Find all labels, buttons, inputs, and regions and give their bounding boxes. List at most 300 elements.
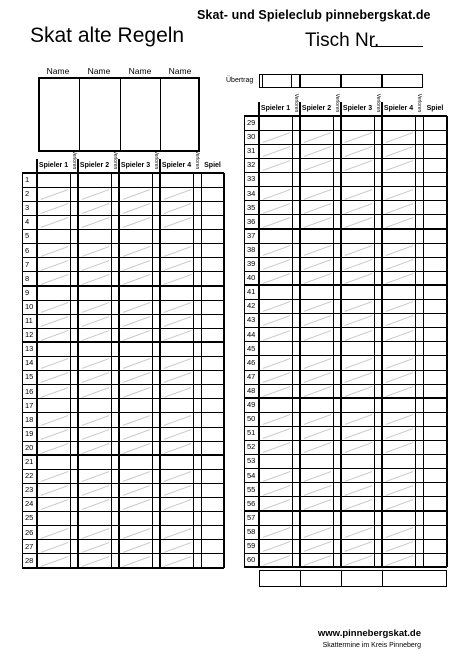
score-cell[interactable] [120, 216, 151, 228]
score-cell[interactable] [79, 259, 110, 271]
score-cell[interactable] [120, 555, 151, 567]
score-cell[interactable] [260, 427, 291, 439]
score-cell[interactable] [38, 329, 69, 341]
score-cell[interactable] [383, 216, 414, 228]
score-cell[interactable] [79, 428, 110, 440]
row-number: 2 [25, 189, 30, 199]
cell-diagonal [263, 203, 291, 214]
score-cell[interactable] [120, 400, 151, 412]
score-cell[interactable] [38, 470, 69, 482]
score-cell[interactable] [342, 399, 373, 411]
name-divider [160, 79, 161, 150]
score-cell[interactable] [120, 470, 151, 482]
score-cell[interactable] [383, 272, 414, 284]
score-cell[interactable] [38, 456, 69, 468]
score-cell[interactable] [120, 484, 151, 496]
score-cell[interactable] [301, 188, 332, 200]
cell-diagonal [304, 555, 332, 566]
score-cell[interactable] [301, 441, 332, 453]
cell-diagonal [304, 527, 332, 538]
score-cell[interactable] [260, 329, 291, 341]
score-cell[interactable] [120, 343, 151, 355]
row-number: 30 [247, 132, 256, 142]
score-cell[interactable] [120, 371, 151, 383]
total-cell[interactable] [342, 571, 381, 585]
score-cell[interactable] [79, 386, 110, 398]
score-cell[interactable] [38, 386, 69, 398]
score-cell[interactable] [79, 329, 110, 341]
score-cell[interactable] [260, 258, 291, 270]
score-cell[interactable] [120, 541, 151, 553]
score-cell[interactable] [301, 484, 332, 496]
score-cell[interactable] [342, 512, 373, 524]
score-cell[interactable] [161, 386, 192, 398]
row-number: 31 [247, 146, 256, 156]
score-cell[interactable] [383, 173, 414, 185]
score-cell[interactable] [79, 188, 110, 200]
score-cell[interactable] [120, 498, 151, 510]
score-cell[interactable] [260, 300, 291, 312]
score-cell[interactable] [79, 202, 110, 214]
score-cell[interactable] [342, 131, 373, 143]
score-cell[interactable] [120, 315, 151, 327]
score-cell[interactable] [383, 540, 414, 552]
row-number: 33 [247, 174, 256, 184]
score-cell[interactable] [161, 315, 192, 327]
score-cell[interactable] [260, 216, 291, 228]
score-cell[interactable] [342, 427, 373, 439]
score-cell[interactable] [383, 244, 414, 256]
score-cell[interactable] [260, 131, 291, 143]
score-cell[interactable] [38, 400, 69, 412]
score-cell[interactable] [161, 414, 192, 426]
score-cell[interactable] [260, 385, 291, 397]
score-cell[interactable] [260, 484, 291, 496]
score-cell[interactable] [79, 301, 110, 313]
score-cell[interactable] [383, 470, 414, 482]
carryover-cell[interactable] [341, 74, 382, 88]
score-cell[interactable] [342, 145, 373, 157]
cell-diagonal [345, 245, 373, 256]
score-cell[interactable] [383, 484, 414, 496]
cell-diagonal [304, 217, 332, 228]
cell-diagonal [263, 471, 291, 482]
score-cell[interactable] [342, 357, 373, 369]
score-cell[interactable] [260, 343, 291, 355]
score-cell[interactable] [38, 202, 69, 214]
score-cell[interactable] [79, 315, 110, 327]
score-cell[interactable] [260, 526, 291, 538]
cell-diagonal [345, 442, 373, 453]
score-cell[interactable] [79, 498, 110, 510]
score-cell[interactable] [79, 414, 110, 426]
score-cell[interactable] [301, 371, 332, 383]
row-number: 10 [25, 301, 34, 311]
score-cell[interactable] [38, 259, 69, 271]
lost-column-header: Verloren [112, 150, 118, 170]
player-column-header: Spieler 3 [342, 105, 373, 112]
score-cell[interactable] [38, 512, 69, 524]
score-cell[interactable] [301, 329, 332, 341]
score-cell[interactable] [38, 555, 69, 567]
score-cell[interactable] [120, 259, 151, 271]
cell-diagonal [41, 485, 69, 496]
score-cell[interactable] [260, 413, 291, 425]
score-cell[interactable] [301, 470, 332, 482]
score-cell[interactable] [301, 540, 332, 552]
score-cell[interactable] [161, 245, 192, 257]
score-cell[interactable] [260, 554, 291, 566]
cell-diagonal [41, 415, 69, 426]
score-cell[interactable] [38, 527, 69, 539]
score-cell[interactable] [260, 512, 291, 524]
score-cell[interactable] [342, 216, 373, 228]
score-cell[interactable] [383, 202, 414, 214]
score-cell[interactable] [79, 174, 110, 186]
score-cell[interactable] [342, 385, 373, 397]
score-cell[interactable] [342, 286, 373, 298]
cell-diagonal [164, 260, 192, 271]
score-cell[interactable] [383, 399, 414, 411]
score-cell[interactable] [342, 117, 373, 129]
score-cell[interactable] [38, 414, 69, 426]
score-cell[interactable] [79, 287, 110, 299]
score-cell[interactable] [120, 456, 151, 468]
score-cell[interactable] [38, 188, 69, 200]
score-cell[interactable] [161, 456, 192, 468]
score-cell[interactable] [161, 230, 192, 242]
cell-diagonal [41, 260, 69, 271]
carryover-cell[interactable] [262, 74, 292, 88]
score-cell[interactable] [79, 541, 110, 553]
score-cell[interactable] [79, 357, 110, 369]
score-cell[interactable] [260, 117, 291, 129]
cell-diagonal [263, 316, 291, 327]
score-cell[interactable] [38, 428, 69, 440]
row-number: 36 [247, 216, 256, 226]
score-cell[interactable] [383, 145, 414, 157]
score-cell[interactable] [342, 498, 373, 510]
score-cell[interactable] [342, 343, 373, 355]
score-cell[interactable] [120, 527, 151, 539]
score-cell[interactable] [120, 202, 151, 214]
score-cell[interactable] [79, 470, 110, 482]
score-cell[interactable] [301, 300, 332, 312]
score-cell[interactable] [260, 202, 291, 214]
score-cell[interactable] [38, 442, 69, 454]
score-cell[interactable] [120, 245, 151, 257]
score-cell[interactable] [120, 357, 151, 369]
score-cell[interactable] [38, 541, 69, 553]
score-cell[interactable] [79, 456, 110, 468]
total-cell[interactable] [301, 571, 340, 585]
score-cell[interactable] [342, 441, 373, 453]
score-cell[interactable] [301, 173, 332, 185]
cell-diagonal [345, 471, 373, 482]
score-cell[interactable] [260, 272, 291, 284]
cell-diagonal [41, 429, 69, 440]
score-cell[interactable] [260, 173, 291, 185]
footer-url[interactable]: www.pinnebergskat.de [317, 628, 421, 639]
score-cell[interactable] [383, 526, 414, 538]
score-cell[interactable] [260, 244, 291, 256]
score-cell[interactable] [161, 428, 192, 440]
row-number: 3 [25, 203, 30, 213]
score-cell[interactable] [260, 498, 291, 510]
cell-diagonal [82, 387, 110, 398]
score-cell[interactable] [383, 385, 414, 397]
score-cell[interactable] [120, 428, 151, 440]
score-cell[interactable] [301, 554, 332, 566]
score-cell[interactable] [342, 484, 373, 496]
score-cell[interactable] [120, 414, 151, 426]
score-cell[interactable] [120, 188, 151, 200]
score-cell[interactable] [342, 526, 373, 538]
score-cell[interactable] [79, 343, 110, 355]
score-cell[interactable] [38, 315, 69, 327]
score-cell[interactable] [260, 399, 291, 411]
score-cell[interactable] [301, 145, 332, 157]
score-cell[interactable] [120, 301, 151, 313]
score-cell[interactable] [161, 216, 192, 228]
score-cell[interactable] [342, 455, 373, 467]
score-cell[interactable] [161, 188, 192, 200]
score-cell[interactable] [260, 455, 291, 467]
score-cell[interactable] [38, 498, 69, 510]
cell-diagonal [123, 330, 151, 341]
score-cell[interactable] [161, 371, 192, 383]
score-cell[interactable] [342, 329, 373, 341]
score-cell[interactable] [383, 188, 414, 200]
score-cell[interactable] [260, 441, 291, 453]
score-cell[interactable] [383, 329, 414, 341]
carryover-cell[interactable] [382, 74, 423, 88]
score-cell[interactable] [79, 371, 110, 383]
cell-diagonal [41, 556, 69, 567]
score-cell[interactable] [260, 145, 291, 157]
score-cell[interactable] [342, 188, 373, 200]
score-cell[interactable] [383, 371, 414, 383]
score-cell[interactable] [79, 527, 110, 539]
score-cell[interactable] [301, 427, 332, 439]
cell-diagonal [164, 471, 192, 482]
score-cell[interactable] [38, 273, 69, 285]
score-cell[interactable] [342, 202, 373, 214]
score-cell[interactable] [161, 541, 192, 553]
score-cell[interactable] [38, 301, 69, 313]
score-cell[interactable] [120, 287, 151, 299]
score-cell[interactable] [342, 554, 373, 566]
score-cell[interactable] [383, 357, 414, 369]
score-cell[interactable] [342, 413, 373, 425]
score-cell[interactable] [383, 498, 414, 510]
score-cell[interactable] [301, 258, 332, 270]
cell-diagonal [345, 414, 373, 425]
score-cell[interactable] [79, 245, 110, 257]
score-cell[interactable] [383, 413, 414, 425]
score-cell[interactable] [301, 455, 332, 467]
score-cell[interactable] [79, 555, 110, 567]
table-number-label: Tisch Nr. [305, 30, 380, 51]
score-cell[interactable] [301, 385, 332, 397]
score-cell[interactable] [38, 484, 69, 496]
name-entry-box[interactable] [38, 77, 200, 152]
score-cell[interactable] [38, 174, 69, 186]
score-cell[interactable] [383, 512, 414, 524]
score-cell[interactable] [301, 286, 332, 298]
score-cell[interactable] [301, 343, 332, 355]
score-cell[interactable] [342, 272, 373, 284]
score-cell[interactable] [161, 343, 192, 355]
score-cell[interactable] [301, 399, 332, 411]
score-cell[interactable] [383, 117, 414, 129]
score-cell[interactable] [342, 314, 373, 326]
score-cell[interactable] [301, 216, 332, 228]
score-cell[interactable] [342, 258, 373, 270]
score-cell[interactable] [79, 400, 110, 412]
score-cell[interactable] [301, 202, 332, 214]
score-cell[interactable] [120, 442, 151, 454]
score-cell[interactable] [260, 286, 291, 298]
cell-diagonal [41, 358, 69, 369]
score-cell[interactable] [383, 441, 414, 453]
cell-diagonal [386, 527, 414, 538]
score-cell[interactable] [301, 117, 332, 129]
score-cell[interactable] [260, 314, 291, 326]
score-cell[interactable] [161, 174, 192, 186]
score-cell[interactable] [260, 540, 291, 552]
score-cell[interactable] [38, 343, 69, 355]
cell-diagonal [304, 386, 332, 397]
score-cell[interactable] [301, 357, 332, 369]
score-cell[interactable] [260, 357, 291, 369]
cell-diagonal [41, 302, 69, 313]
score-cell[interactable] [342, 230, 373, 242]
score-cell[interactable] [120, 230, 151, 242]
cell-diagonal [304, 541, 332, 552]
cell-diagonal [345, 203, 373, 214]
score-cell[interactable] [301, 230, 332, 242]
score-cell[interactable] [383, 343, 414, 355]
score-cell[interactable] [120, 512, 151, 524]
total-cell[interactable] [260, 571, 299, 585]
score-cell[interactable] [161, 273, 192, 285]
score-cell[interactable] [301, 244, 332, 256]
score-cell[interactable] [38, 245, 69, 257]
score-cell[interactable] [301, 159, 332, 171]
score-cell[interactable] [342, 371, 373, 383]
score-cell[interactable] [260, 470, 291, 482]
score-cell[interactable] [161, 512, 192, 524]
score-cell[interactable] [120, 329, 151, 341]
score-cell[interactable] [342, 244, 373, 256]
score-cell[interactable] [301, 498, 332, 510]
cell-diagonal [82, 373, 110, 384]
cell-diagonal [304, 330, 332, 341]
score-cell[interactable] [79, 216, 110, 228]
row-number: 7 [25, 259, 30, 269]
score-cell[interactable] [161, 400, 192, 412]
score-cell[interactable] [383, 427, 414, 439]
score-cell[interactable] [161, 259, 192, 271]
score-cell[interactable] [38, 371, 69, 383]
score-cell[interactable] [79, 484, 110, 496]
table-number-field[interactable] [371, 46, 423, 47]
score-cell[interactable] [383, 230, 414, 242]
score-cell[interactable] [38, 230, 69, 242]
score-cell[interactable] [161, 287, 192, 299]
score-cell[interactable] [383, 258, 414, 270]
score-cell[interactable] [161, 555, 192, 567]
cell-diagonal [304, 499, 332, 510]
score-cell[interactable] [301, 413, 332, 425]
score-cell[interactable] [383, 554, 414, 566]
score-cell[interactable] [383, 300, 414, 312]
cell-diagonal [123, 246, 151, 257]
row-number: 9 [25, 287, 30, 297]
score-cell[interactable] [161, 329, 192, 341]
score-cell[interactable] [161, 498, 192, 510]
total-cell[interactable] [383, 571, 422, 585]
score-cell[interactable] [383, 314, 414, 326]
carryover-cell[interactable] [300, 74, 341, 88]
row-number: 4 [25, 217, 30, 227]
score-cell[interactable] [260, 159, 291, 171]
score-cell[interactable] [260, 188, 291, 200]
score-cell[interactable] [301, 512, 332, 524]
score-cell[interactable] [38, 357, 69, 369]
score-cell[interactable] [79, 273, 110, 285]
score-cell[interactable] [161, 357, 192, 369]
score-cell[interactable] [342, 470, 373, 482]
score-cell[interactable] [161, 301, 192, 313]
cell-diagonal [123, 415, 151, 426]
score-cell[interactable] [260, 230, 291, 242]
score-cell[interactable] [79, 230, 110, 242]
score-cell[interactable] [301, 314, 332, 326]
score-cell[interactable] [79, 512, 110, 524]
score-cell[interactable] [342, 540, 373, 552]
player-column-header: Spieler 1 [38, 162, 69, 169]
cell-diagonal [123, 302, 151, 313]
score-cell[interactable] [301, 272, 332, 284]
score-cell[interactable] [301, 526, 332, 538]
score-cell[interactable] [120, 174, 151, 186]
row-number: 24 [25, 499, 34, 509]
score-cell[interactable] [342, 159, 373, 171]
score-cell[interactable] [38, 216, 69, 228]
score-cell[interactable] [38, 287, 69, 299]
score-cell[interactable] [301, 131, 332, 143]
row-number: 19 [25, 428, 34, 438]
score-cell[interactable] [383, 455, 414, 467]
score-cell[interactable] [383, 286, 414, 298]
score-cell[interactable] [383, 131, 414, 143]
score-cell[interactable] [120, 386, 151, 398]
score-cell[interactable] [161, 527, 192, 539]
score-cell[interactable] [342, 173, 373, 185]
score-cell[interactable] [161, 470, 192, 482]
score-cell[interactable] [383, 159, 414, 171]
score-cell[interactable] [161, 442, 192, 454]
score-cell[interactable] [120, 273, 151, 285]
score-cell[interactable] [161, 484, 192, 496]
score-cell[interactable] [260, 371, 291, 383]
score-cell[interactable] [79, 442, 110, 454]
score-cell[interactable] [342, 300, 373, 312]
row-number: 50 [247, 414, 256, 424]
score-cell[interactable] [161, 202, 192, 214]
